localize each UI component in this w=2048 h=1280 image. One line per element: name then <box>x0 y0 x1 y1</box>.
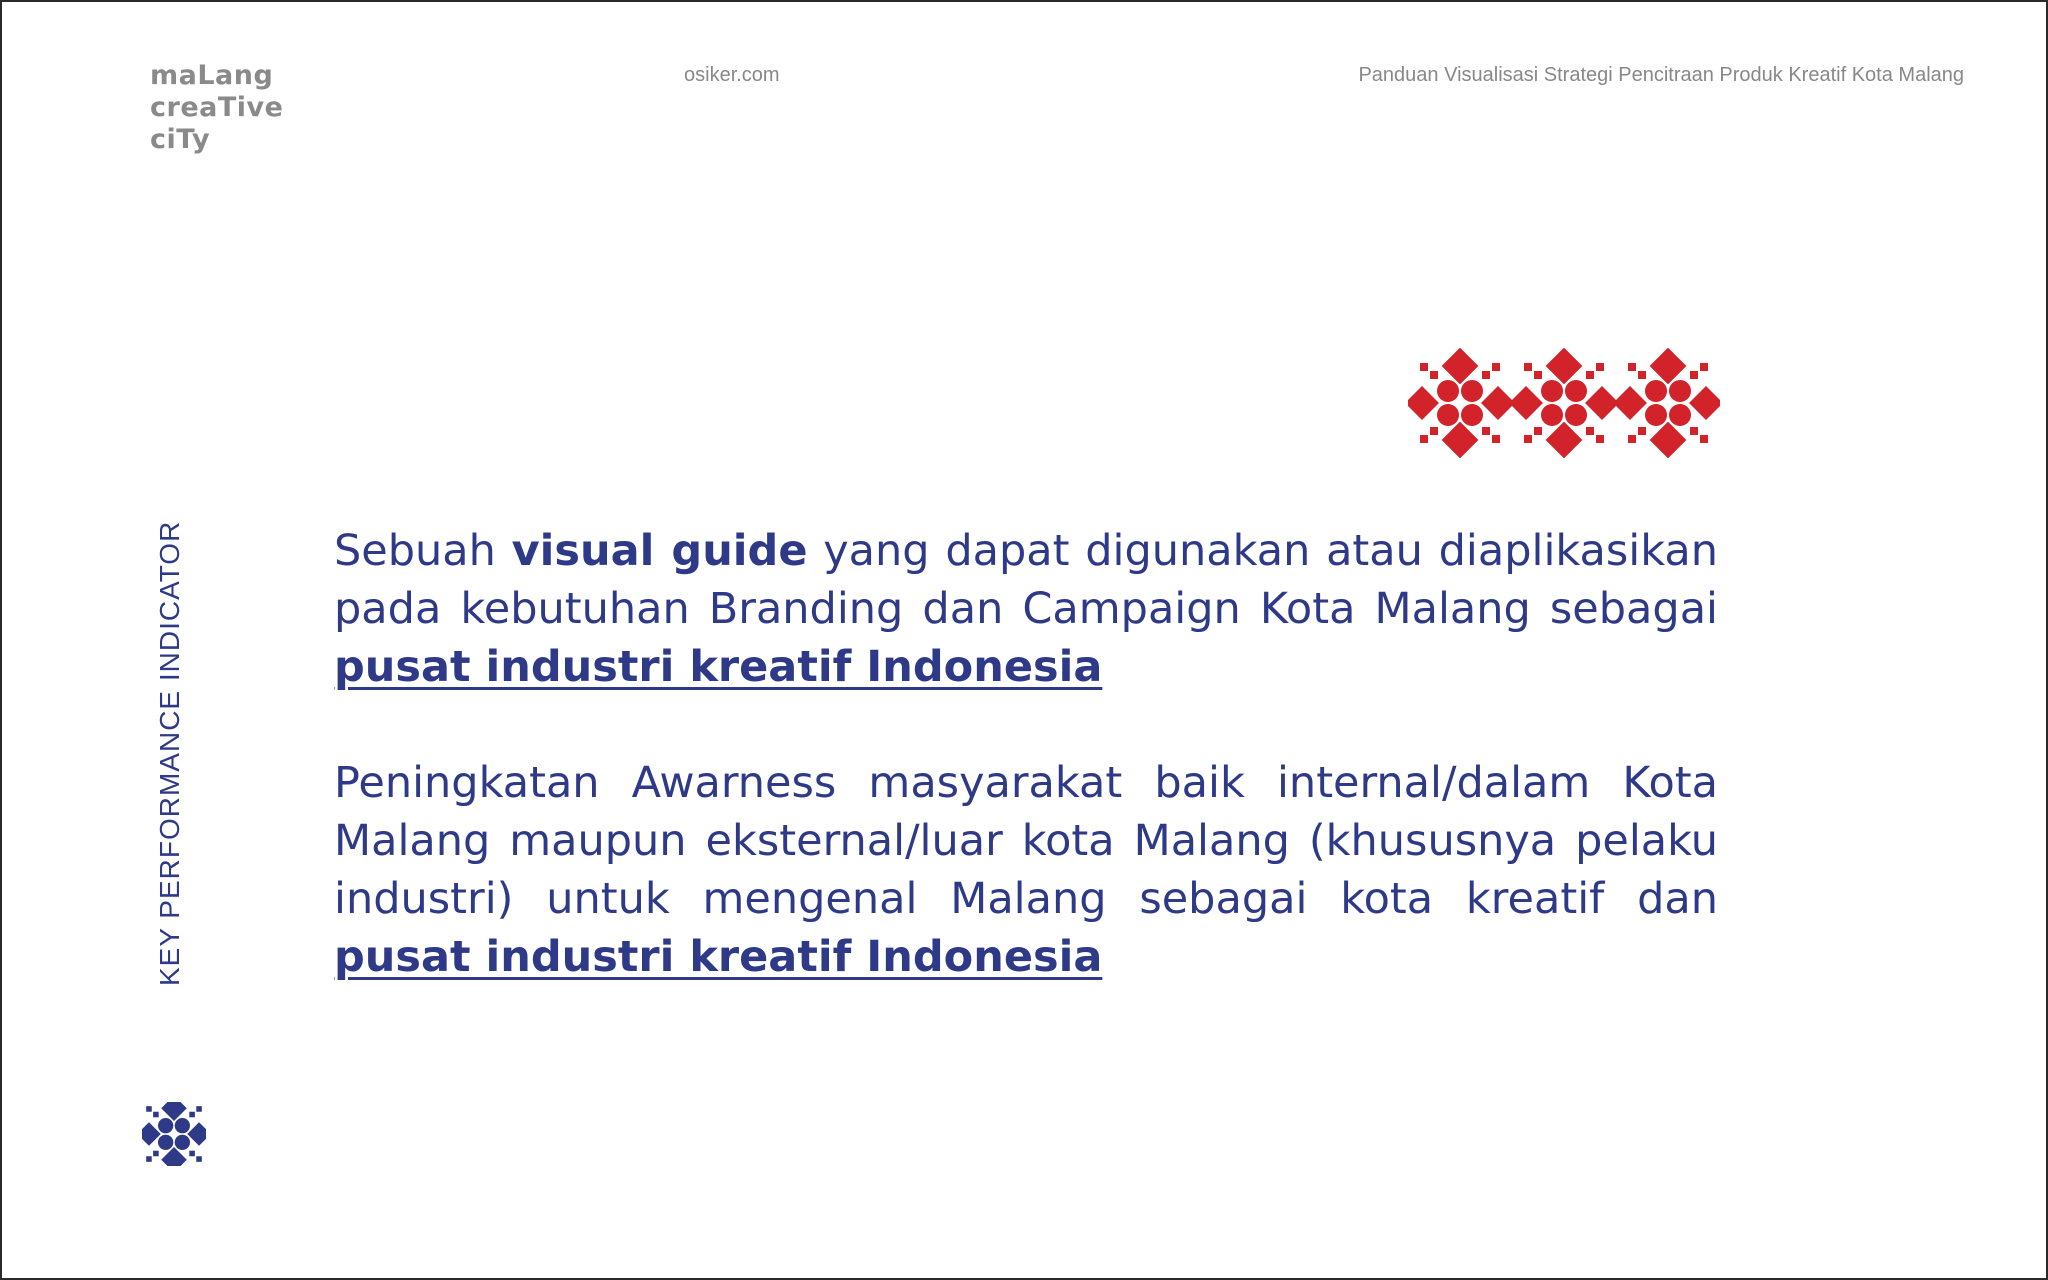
paragraph-1-bold: visual guide <box>511 526 808 576</box>
paragraph-1-underline: pusat industri kreatif Indonesia <box>334 642 1103 692</box>
paragraph-visual-guide <box>334 522 1718 696</box>
malang-creative-city-logo <box>150 60 283 156</box>
section-label-vertical: KEY PERFORMANCE INDICATOR <box>154 520 185 986</box>
batik-ornament-icon <box>142 1102 206 1166</box>
site-url[interactable]: osiker.com <box>684 64 780 86</box>
logo-line-2: creaTive <box>150 92 284 123</box>
logo-line-3: ciTy <box>150 124 211 155</box>
paragraph-2-text: Peningkatan Awarness masyarakat baik internal/dalam Kota Malang maupun eksternal/luar kota Malang (khususnya pelaku industri) untuk mengenal Malang sebagai kota kreatif dan <box>334 758 1718 924</box>
logo-line-1: maLang <box>150 60 274 91</box>
document-title: Panduan Visualisasi Strategi Pencitraan Produk Kreatif Kota Malang <box>1358 64 1964 86</box>
paragraph-1-text-a: Sebuah <box>334 526 512 576</box>
paragraph-1-text-b: yang dapat digunakan atau diaplikasikan pada kebutuhan Branding dan Campaign Kota Malang sebagai <box>334 526 1719 634</box>
batik-ornament-icon <box>1408 348 1720 458</box>
paragraph-2-underline: pusat industri kreatif Indonesia <box>334 932 1103 982</box>
main-content <box>334 522 1718 1044</box>
paragraph-awareness <box>334 754 1718 986</box>
